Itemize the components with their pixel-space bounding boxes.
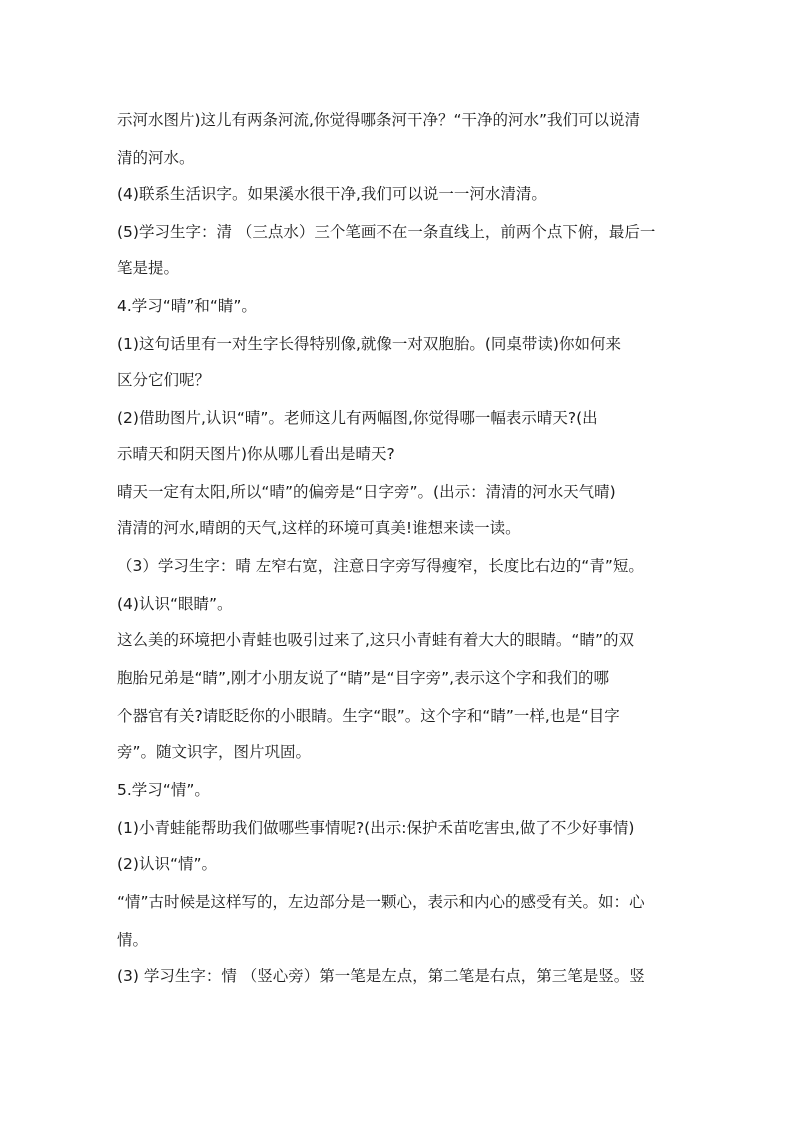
- text-line: （3）学习生字：晴 左窄右宽，注意日字旁写得瘦窄，长度比右边的“青”短。: [117, 557, 644, 575]
- text-line: 笔是提。: [117, 259, 180, 277]
- text-line: 清的河水。: [117, 149, 195, 167]
- text-line: 情。: [117, 931, 149, 949]
- text-line: (1)这句话里有一对生字长得特别像,就像一对双胞胎。(同桌带读)你如何来: [117, 335, 621, 353]
- text-line: 示河水图片)这儿有两条河流,你觉得哪条河干净？“干净的河水”我们可以说清: [117, 111, 641, 129]
- text-line: 示晴天和阴天图片)你从哪儿看出是晴天?: [117, 445, 395, 463]
- text-line: (5)学习生字：清 （三点水）三个笔画不在一条直线上，前两个点下俯，最后一: [117, 223, 656, 241]
- text-line: (2)借助图片,认识“晴”。老师这儿有两幅图,你觉得哪一幅表示晴天?(出: [117, 409, 598, 427]
- text-line: 个器官有关?请眨眨你的小眼睛。生字“眼”。这个字和“睛”一样,也是“目字: [117, 707, 620, 725]
- text-line: 旁”。随文识字，图片巩固。: [117, 743, 312, 761]
- text-line: 清清的河水,晴朗的天气,这样的环境可真美!谁想来读一读。: [117, 519, 521, 537]
- text-line: 这么美的环境把小青蛙也吸引过来了,这只小青蛙有着大大的眼睛。“睛”的双: [117, 631, 634, 649]
- text-line: 5.学习“情”。: [117, 781, 210, 799]
- text-line: 区分它们呢？: [117, 371, 211, 389]
- text-line: (4)联系生活识字。如果溪水很干净,我们可以说一一河水清清。: [117, 185, 547, 203]
- text-line: (4)认识“眼睛”。: [117, 595, 233, 613]
- text-line: 胞胎兄弟是“睛”,刚才小朋友说了“睛”是“目字旁”,表示这个字和我们的哪: [117, 669, 610, 687]
- text-line: 晴天一定有太阳,所以“晴”的偏旁是“日字旁”。(出示：清清的河水天气晴): [117, 483, 616, 501]
- text-line: 4.学习“晴”和“睛”。: [117, 297, 257, 315]
- text-line: (1)小青蛙能帮助我们做哪些事情呢?(出示:保护禾苗吃害虫,做了不少好事情): [117, 819, 635, 837]
- text-line: “情”古时候是这样写的，左边部分是一颗心，表示和内心的感受有关。如：心: [117, 893, 645, 911]
- text-line: (2)认识“情”。: [117, 855, 218, 873]
- text-line: (3) 学习生字：情 （竖心旁）第一笔是左点，第二笔是右点，第三笔是竖。竖: [117, 967, 645, 985]
